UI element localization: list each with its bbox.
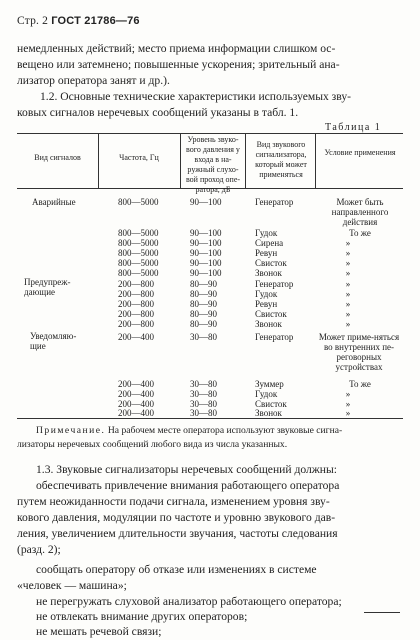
table-bottom-rule [17,418,403,419]
cell-level: 30—80 [190,389,217,399]
cell-signaller: Генератор [255,279,294,289]
cell-frequency: 200—400 [118,332,154,342]
cell-level: 30—80 [190,408,217,418]
cell-signaller: Сирена [255,238,284,248]
intro-line-1: немедленных действий; место приема информации слишком ос- [17,42,336,55]
cell-level: 90—100 [190,238,222,248]
cell-frequency: 200—400 [118,389,154,399]
cell-frequency: 800—5000 [118,268,159,278]
header-signal-type: Вид сигналов [34,153,81,162]
section-1-3-line-8: «человек — машина»; [17,579,127,592]
note-label: Примечание. [36,425,106,436]
cell-signaller: Звонок [255,319,282,329]
col-divider-4 [315,133,316,188]
cell-condition: » [345,399,351,409]
table-note-line-2: лизаторы неречевых сообщений любого вида из числа указанных. [17,439,288,450]
cell-level: 30—80 [190,399,217,409]
cell-condition: То же [349,379,371,389]
cell-condition: » [345,258,351,268]
note-text-1: На рабочем месте оператора используют звуковые сигна- [105,425,343,436]
cell-signaller: Генератор [255,332,294,342]
cell-frequency: 200—400 [118,399,154,409]
cell-signaller: Ревун [255,299,278,309]
cell-frequency: 200—800 [118,289,154,299]
cell-condition: » [345,248,351,258]
cell-signaller: Гудок [255,289,278,299]
section-1-3-line-3: путем неожиданности подачи сигнала, изменением уровня зву- [17,495,330,508]
cell-level: 80—90 [190,319,217,329]
cell-condition: Может приме-няться во внутренних пе-реговорных устройствах [318,332,400,372]
cell-frequency: 800—5000 [118,258,159,268]
cell-frequency: 800—5000 [118,248,159,258]
cell-signaller: Гудок [255,389,278,399]
cell-condition: » [345,319,351,329]
cell-level: 30—80 [190,379,217,389]
header-frequency: Частота, Гц [119,153,159,162]
col-divider-3 [245,133,246,188]
cell-condition: То же [349,228,371,238]
cell-signaller: Свисток [255,309,287,319]
cell-frequency: 800—5000 [118,228,159,238]
section-1-3-line-4: кового давления, модуляции по частоте и уровню звукового дав- [17,511,336,524]
group-name-notification: Уведомляю-щие [30,331,77,351]
cell-level: 90—100 [190,197,222,207]
intro-line-2: вещено или затемнено; повышенные ускорения; зрительный ана- [17,58,340,71]
header-signaller-type: Вид звукового сигнализатора, который может применяться [255,140,307,179]
group-name-warning: Предупреж-дающие [24,277,71,297]
section-1-3-line-1: 1.3. Звуковые сигнализаторы неречевых сообщений должны: [36,463,338,476]
page-number: Стр. 2 [17,15,49,27]
cell-condition: » [345,309,351,319]
cell-frequency: 200—400 [118,379,154,389]
cell-level: 80—90 [190,309,217,319]
cell-frequency: 200—400 [118,408,154,418]
table-top-rule [17,133,403,134]
cell-signaller: Свисток [255,399,287,409]
cell-condition: » [345,389,351,399]
cell-frequency: 200—800 [118,309,154,319]
cell-signaller: Гудок [255,228,278,238]
cell-signaller: Зуммер [255,379,284,389]
cell-level: 90—100 [190,268,222,278]
page-header [17,15,140,27]
cell-condition: » [345,238,351,248]
cell-frequency: 200—800 [118,299,154,309]
page-end-mark [364,612,400,613]
cell-condition: » [345,408,351,418]
table-caption: Таблица 1 [325,122,382,133]
section-1-3-line-6: (разд. 2); [17,543,61,556]
section-1-3-line-7: сообщать оператору об отказе или изменениях в системе [36,563,317,576]
cell-condition: » [345,299,351,309]
cell-condition: Может быть направленного действия [331,197,389,227]
header-sound-pressure: Уровень звуко-вого давления у входа в на-ружный слухо-вой проход опе-ратора, дБ [185,135,241,194]
standard-number: ГОСТ 21786—76 [51,15,140,27]
section-1-2-line-1: 1.2. Основные технические характеристики используемых зву- [40,90,351,103]
cell-frequency: 200—800 [118,319,154,329]
cell-signaller: Свисток [255,258,287,268]
section-1-3-line-11: не мешать речевой связи; [36,625,162,638]
cell-signaller: Звонок [255,408,282,418]
cell-condition: » [345,268,351,278]
cell-signaller: Ревун [255,248,278,258]
cell-level: 80—90 [190,279,217,289]
cell-frequency: 800—5000 [118,197,159,207]
cell-level: 90—100 [190,248,222,258]
cell-frequency: 200—800 [118,279,154,289]
cell-level: 80—90 [190,289,217,299]
cell-level: 90—100 [190,228,222,238]
cell-level: 80—90 [190,299,217,309]
section-1-3-line-2: обеспечивать привлечение внимания работающего оператора [36,479,340,492]
cell-level: 90—100 [190,258,222,268]
cell-signaller: Звонок [255,268,282,278]
intro-line-3: лизатор оператора занят и др.). [17,74,170,87]
cell-signaller: Генератор [255,197,294,207]
cell-frequency: 800—5000 [118,238,159,248]
cell-condition: » [345,279,351,289]
col-divider-2 [180,133,181,188]
table-note-line-1 [36,424,342,438]
group-name-emergency: Аварийные [32,197,76,207]
section-1-3-line-10: не отвлекать внимание других операторов; [36,610,248,623]
section-1-2-line-2: ковых сигналов неречевых сообщений указаны в табл. 1. [17,106,299,119]
section-1-3-line-5: ления, увеличением длительности звучания, частоты следования [17,527,338,540]
cell-condition: » [345,289,351,299]
section-1-3-line-9: не перегружать слуховой анализатор работающего оператора; [36,595,342,608]
header-conditions: Условие применения [324,148,396,157]
cell-level: 30—80 [190,332,217,342]
